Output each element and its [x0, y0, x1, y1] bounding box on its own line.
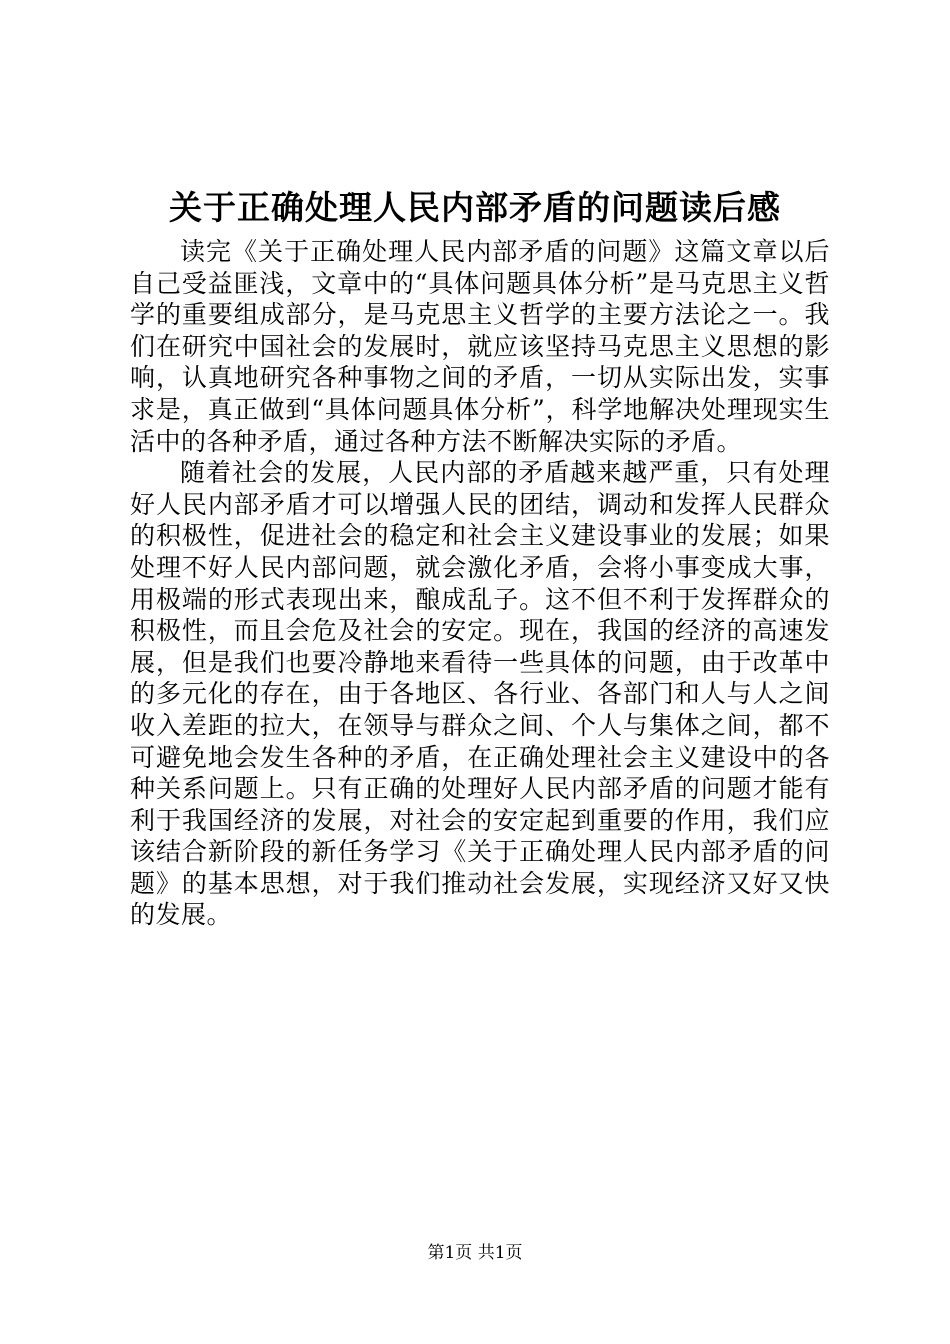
- paragraph-2: 随着社会的发展，人民内部的矛盾越来越严重，只有处理好人民内部矛盾才可以增强人民的团结，调动和发挥人民群众的积极性，促进社会的稳定和社会主义建设事业的发展；如果处理不好人民内部问题，就会激化矛盾，会将小事变成大事，用极端的形式表现出来，酿成乱子。这不但不利于发挥群众的积极性，而且会危及社会的安定。现在，我国的经济的高速发展，但是我们也要冷静地来看待一些具体的问题，由于改革中的多元化的存在，由于各地区、各行业、各部门和人与人之间收入差距的拉大，在领导与群众之间、个人与集体之间，都不可避免地会发生各种的矛盾，在正确处理社会主义建设中的各种关系问题上。只有正确的处理好人民内部矛盾的问题才能有利于我国经济的发展，对社会的安定起到重要的作用，我们应该结合新阶段的新任务学习《关于正确处理人民内部矛盾的问题》的基本思想，对于我们推动社会发展，实现经济又好又快的发展。: [130, 458, 830, 930]
- document-title: 关于正确处理人民内部矛盾的问题读后感: [169, 188, 781, 227]
- document-body: [130, 236, 830, 931]
- page-number-footer: 第1页 共1页: [427, 1243, 523, 1263]
- paragraph-1: 读完《关于正确处理人民内部矛盾的问题》这篇文章以后自己受益匪浅，文章中的“具体问题具体分析”是马克思主义哲学的重要组成部分，是马克思主义哲学的主要方法论之一。我们在研究中国社会的发展时，就应该坚持马克思主义思想的影响，认真地研究各种事物之间的矛盾，一切从实际出发，实事求是，真正做到“具体问题具体分析”，科学地解决处理现实生活中的各种矛盾，通过各种方法不断解决实际的矛盾。: [130, 237, 830, 456]
